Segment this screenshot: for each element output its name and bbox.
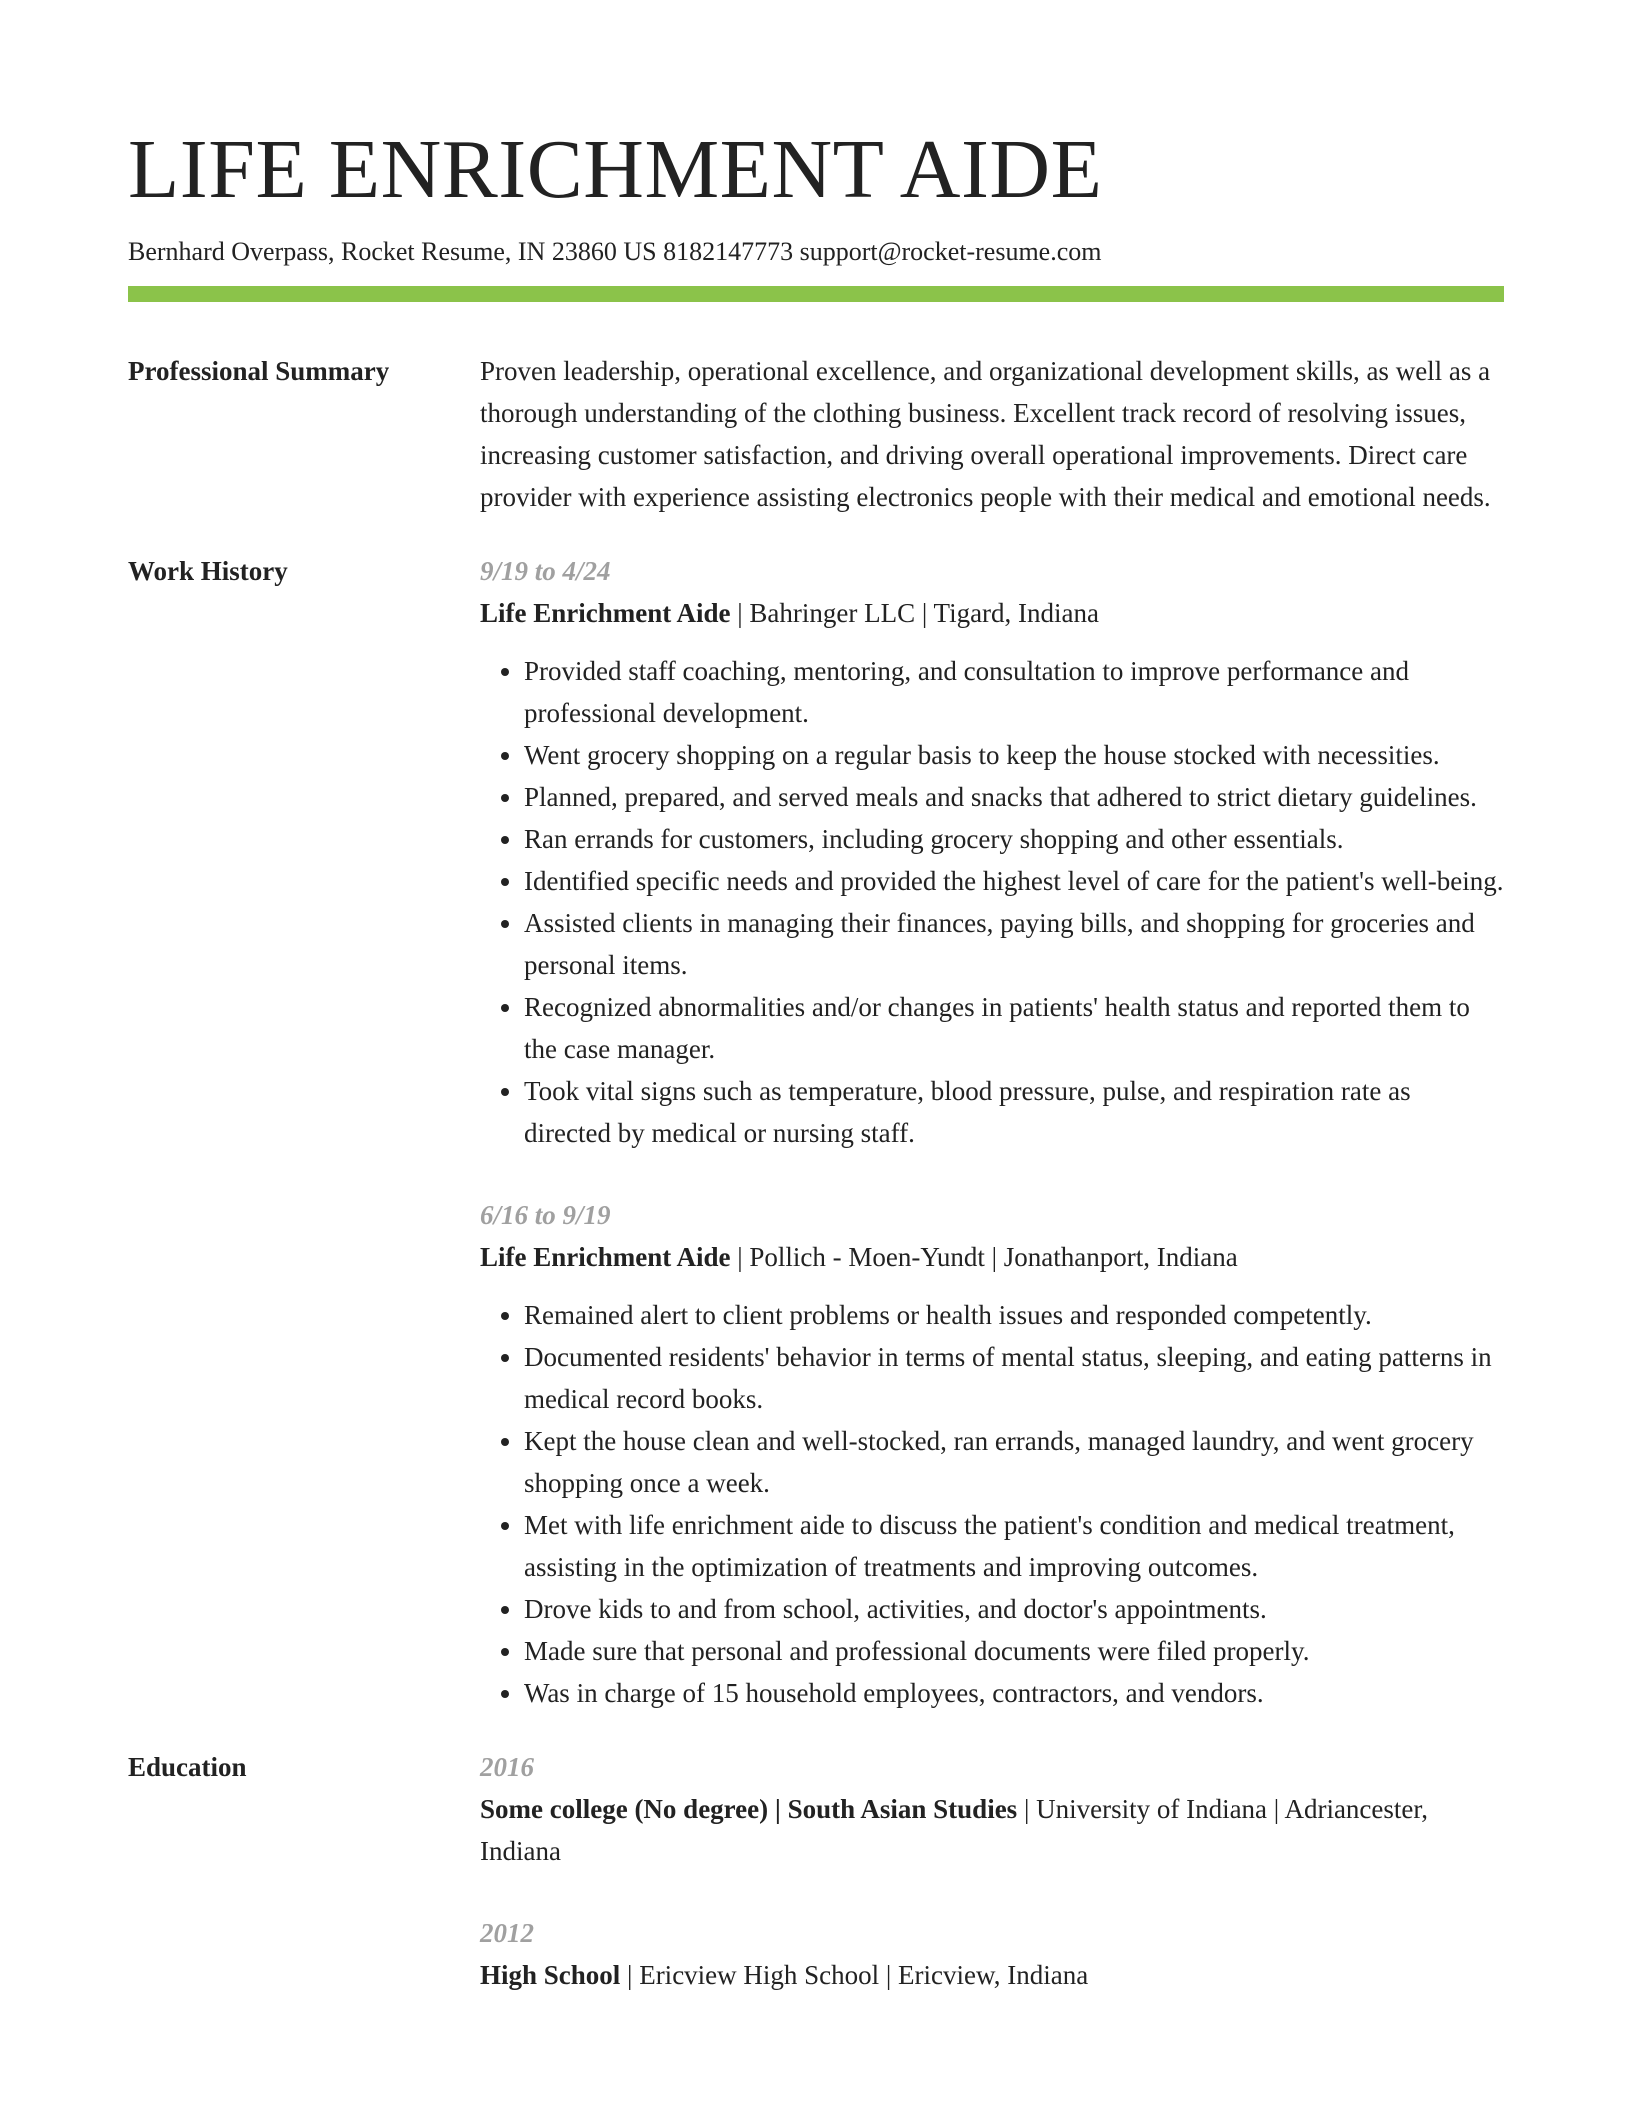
education-year: 2016 <box>480 1752 534 1782</box>
education-section <box>128 1746 1504 1996</box>
education-degree: Some college (No degree) | South Asian Studies <box>480 1794 1018 1824</box>
work-history-body <box>480 550 1504 1714</box>
job-dates: 9/19 to 4/24 <box>480 556 611 586</box>
job-title: Life Enrichment Aide <box>480 1242 731 1272</box>
list-item: • Met with life enrichment aide to discuss the patient's condition and medical treatment, assisting in the optimization of treatments and improving outcomes. <box>524 1504 1504 1588</box>
resume-page <box>128 120 1504 1996</box>
education-year: 2012 <box>480 1918 534 1948</box>
list-item: • Assisted clients in managing their finances, paying bills, and shopping for groceries and personal items. <box>524 902 1504 986</box>
list-item: • Remained alert to client problems or health issues and responded competently. <box>524 1294 1504 1336</box>
education-body <box>480 1746 1504 1996</box>
header-divider <box>128 286 1504 302</box>
list-item: • Provided staff coaching, mentoring, and consultation to improve performance and professional development. <box>524 650 1504 734</box>
education-details: | University of Indiana | Adriancester, Indiana <box>480 1794 1429 1866</box>
job-bullet-list <box>480 1294 1504 1714</box>
education-entry <box>480 1912 1504 1996</box>
list-item: • Made sure that personal and professional documents were filed properly. <box>524 1630 1504 1672</box>
job-heading <box>480 592 1504 634</box>
summary-text: Proven leadership, operational excellence, and organizational development skills, as well as a thorough understanding of the clothing business. Excellent track record of resolving issues, increasing customer satisfaction, and driving overall operational improvements. Direct care provider with experience assisting electronics people with their medical and emotional needs. <box>480 356 1491 512</box>
education-heading <box>480 1788 1504 1872</box>
job-bullet-list <box>480 650 1504 1154</box>
list-item: • Identified specific needs and provided the highest level of care for the patient's well-being. <box>524 860 1504 902</box>
page-title: LIFE ENRICHMENT AIDE <box>128 123 1103 216</box>
section-label-education: Education <box>128 1752 247 1782</box>
job-title: Life Enrichment Aide <box>480 598 731 628</box>
list-item: • Drove kids to and from school, activities, and doctor's appointments. <box>524 1588 1504 1630</box>
education-heading <box>480 1954 1504 1996</box>
list-item: • Was in charge of 15 household employees, contractors, and vendors. <box>524 1672 1504 1714</box>
list-item: • Ran errands for customers, including grocery shopping and other essentials. <box>524 818 1504 860</box>
job-heading <box>480 1236 1504 1278</box>
section-label-work-history: Work History <box>128 556 288 586</box>
job-entry <box>480 1194 1504 1714</box>
contact-line: Bernhard Overpass, Rocket Resume, IN 23860 US 8182147773 support@rocket-resume.com <box>128 237 1102 266</box>
list-item: • Documented residents' behavior in terms of mental status, sleeping, and eating patterns in medical record books. <box>524 1336 1504 1420</box>
list-item: • Recognized abnormalities and/or changes in patients' health status and reported them to the case manager. <box>524 986 1504 1070</box>
list-item: • Kept the house clean and well-stocked, ran errands, managed laundry, and went grocery shopping once a week. <box>524 1420 1504 1504</box>
job-details: | Bahringer LLC | Tigard, Indiana <box>730 598 1100 628</box>
list-item: • Went grocery shopping on a regular basis to keep the house stocked with necessities. <box>524 734 1504 776</box>
job-details: | Pollich - Moen-Yundt | Jonathanport, Indiana <box>730 1242 1238 1272</box>
job-dates: 6/16 to 9/19 <box>480 1200 611 1230</box>
list-item: • Took vital signs such as temperature, blood pressure, pulse, and respiration rate as directed by medical or nursing staff. <box>524 1070 1504 1154</box>
job-entry <box>480 550 1504 1154</box>
summary-section <box>128 350 1504 518</box>
section-label-summary: Professional Summary <box>128 356 390 386</box>
list-item: • Planned, prepared, and served meals and snacks that adhered to strict dietary guidelines. <box>524 776 1504 818</box>
education-details: | Ericview High School | Ericview, Indiana <box>620 1960 1089 1990</box>
education-entry <box>480 1746 1504 1872</box>
education-degree: High School <box>480 1960 621 1990</box>
work-history-section <box>128 550 1504 1714</box>
